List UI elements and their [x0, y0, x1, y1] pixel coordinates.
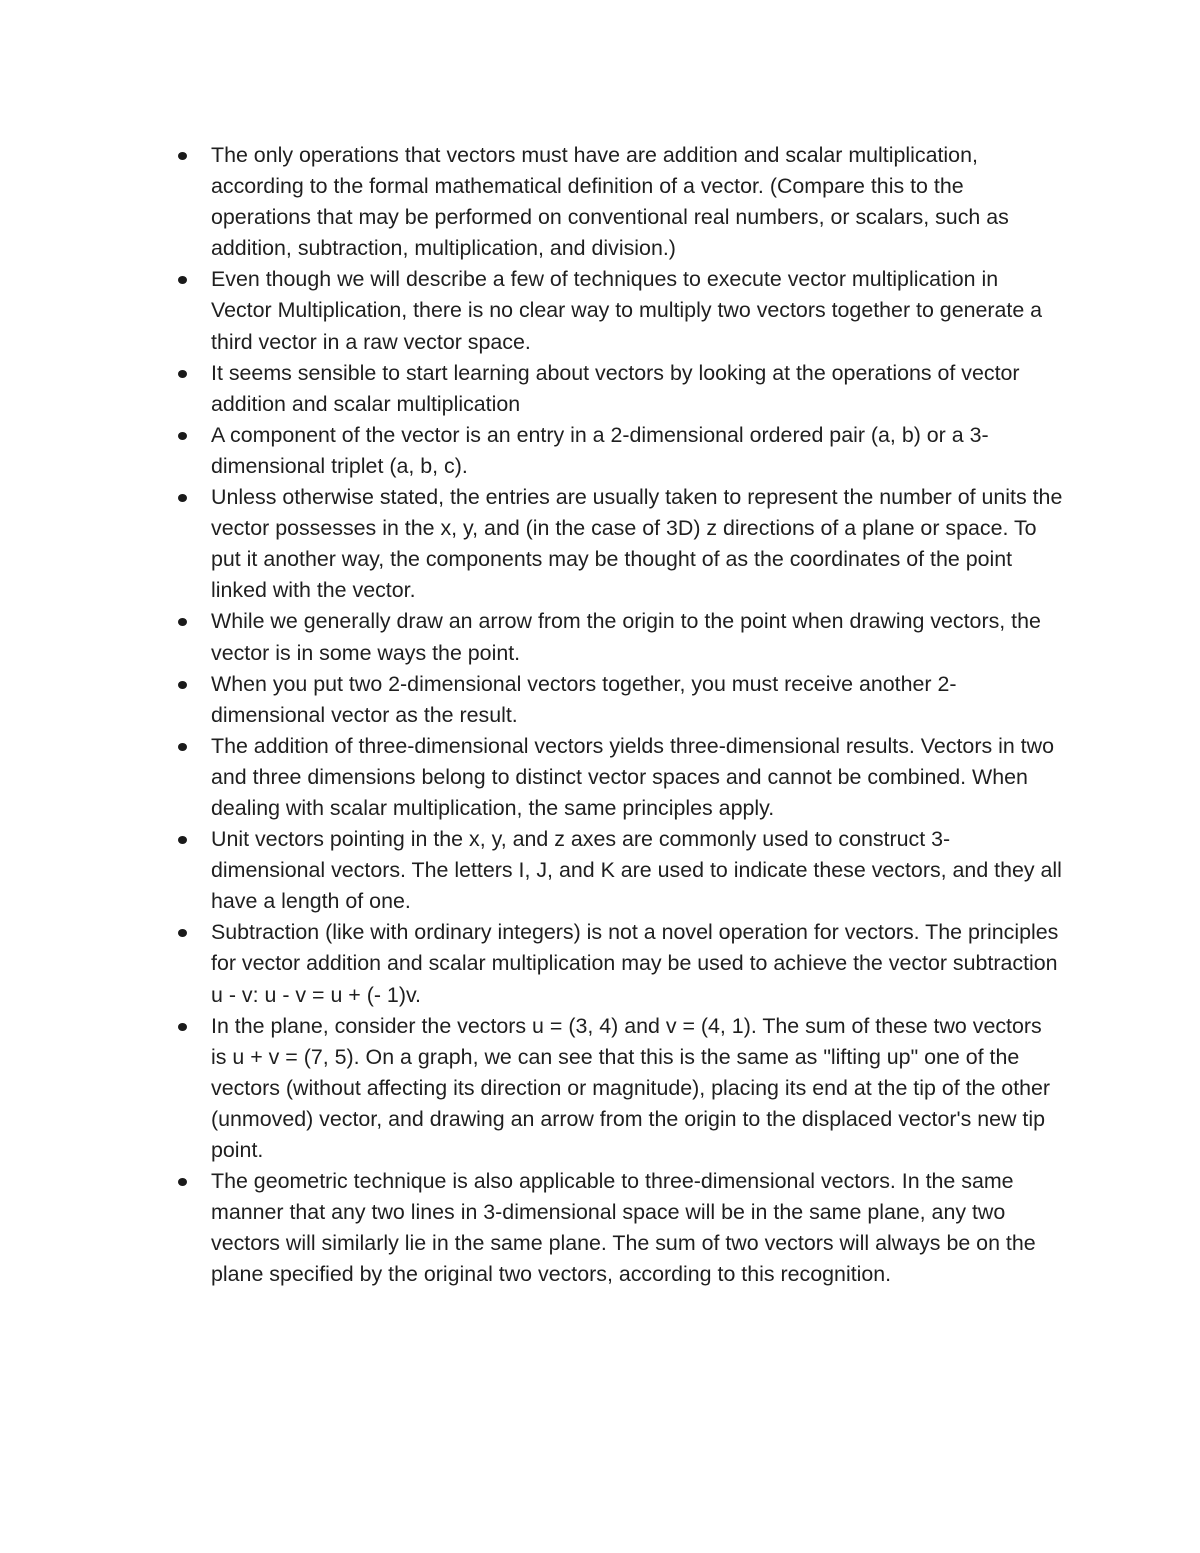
bullet-icon — [178, 681, 187, 689]
list-item-text: Even though we will describe a few of techniques to execute vector multiplication in Vector Multiplication, there is no clear way to multiply two vectors together to generate a third vector in a raw vector space. — [211, 267, 1043, 354]
bullet-icon — [178, 494, 187, 502]
bullet-icon — [178, 929, 187, 937]
list-item-text: When you put two 2-dimensional vectors together, you must receive another 2-dimensional vector as the result. — [211, 671, 957, 727]
list-item — [0, 1011, 1063, 1166]
list-item-text: While we generally draw an arrow from the origin to the point when drawing vectors, the vector is in some ways the point. — [211, 609, 1041, 665]
bullet-icon — [178, 370, 187, 378]
bullet-icon — [178, 618, 187, 626]
list-item — [0, 482, 1063, 606]
list-item-text: The geometric technique is also applicable to three-dimensional vectors. In the same manner that any two lines in 3-dimensional space will be in the same plane, any two vectors will similarly lie in the same plane. The sum of two vectors will always be on the plane specified by the original two vectors, according to this recognition. — [211, 1169, 1036, 1287]
list-item — [0, 824, 1063, 917]
bullet-list — [0, 140, 1200, 1290]
list-item-text: It seems sensible to start learning about vectors by looking at the operations of vector addition and scalar multiplication — [211, 360, 1020, 416]
list-item-text: Unless otherwise stated, the entries are usually taken to represent the number of units the vector possesses in the x, y, and (in the case of 3D) z directions of a plane or space. To put it another way, the components may be thought of as the coordinates of the point linked with the vector. — [211, 485, 1063, 603]
list-item-text: Unit vectors pointing in the x, y, and z axes are commonly used to construct 3-dimensional vectors. The letters I, J, and K are used to indicate these vectors, and they all have a length of one. — [211, 827, 1062, 914]
list-item — [0, 606, 1063, 668]
bullet-icon — [178, 152, 187, 160]
bullet-icon — [178, 432, 187, 440]
list-item — [0, 1166, 1063, 1290]
bullet-icon — [178, 1023, 187, 1031]
list-item-text: Subtraction (like with ordinary integers) is not a novel operation for vectors. The principles for vector addition and scalar multiplication may be used to achieve the vector subtraction u - v: u - v = u + (- 1)v. — [211, 920, 1059, 1007]
bullet-icon — [178, 836, 187, 844]
list-item-text: A component of the vector is an entry in a 2-dimensional ordered pair (a, b) or a 3-dimensional triplet (a, b, c). — [211, 422, 989, 478]
list-item-text: The only operations that vectors must have are addition and scalar multiplication, according to the formal mathematical definition of a vector. (Compare this to the operations that may be performed on conventional real numbers, or scalars, such as addition, subtraction, multiplication, and division.) — [211, 143, 1009, 261]
list-item — [0, 669, 1063, 731]
list-item — [0, 264, 1063, 357]
list-item — [0, 140, 1063, 264]
list-item-text: In the plane, consider the vectors u = (3, 4) and v = (4, 1). The sum of these two vectors is u + v = (7, 5). On a graph, we can see that this is the same as "lifting up" one of the vectors (without affecting its direction or magnitude), placing its end at the tip of the other (unmoved) vector, and drawing an arrow from the origin to the displaced vector's new tip point. — [211, 1013, 1051, 1162]
bullet-icon — [178, 1178, 187, 1186]
list-item — [0, 358, 1063, 420]
list-item — [0, 420, 1063, 482]
bullet-icon — [178, 743, 187, 751]
list-item — [0, 917, 1063, 1010]
bullet-icon — [178, 276, 187, 284]
list-item-text: The addition of three-dimensional vectors yields three-dimensional results. Vectors in two and three dimensions belong to distinct vector spaces and cannot be combined. When dealing with scalar multiplication, the same principles apply. — [211, 733, 1054, 820]
list-item — [0, 731, 1063, 824]
